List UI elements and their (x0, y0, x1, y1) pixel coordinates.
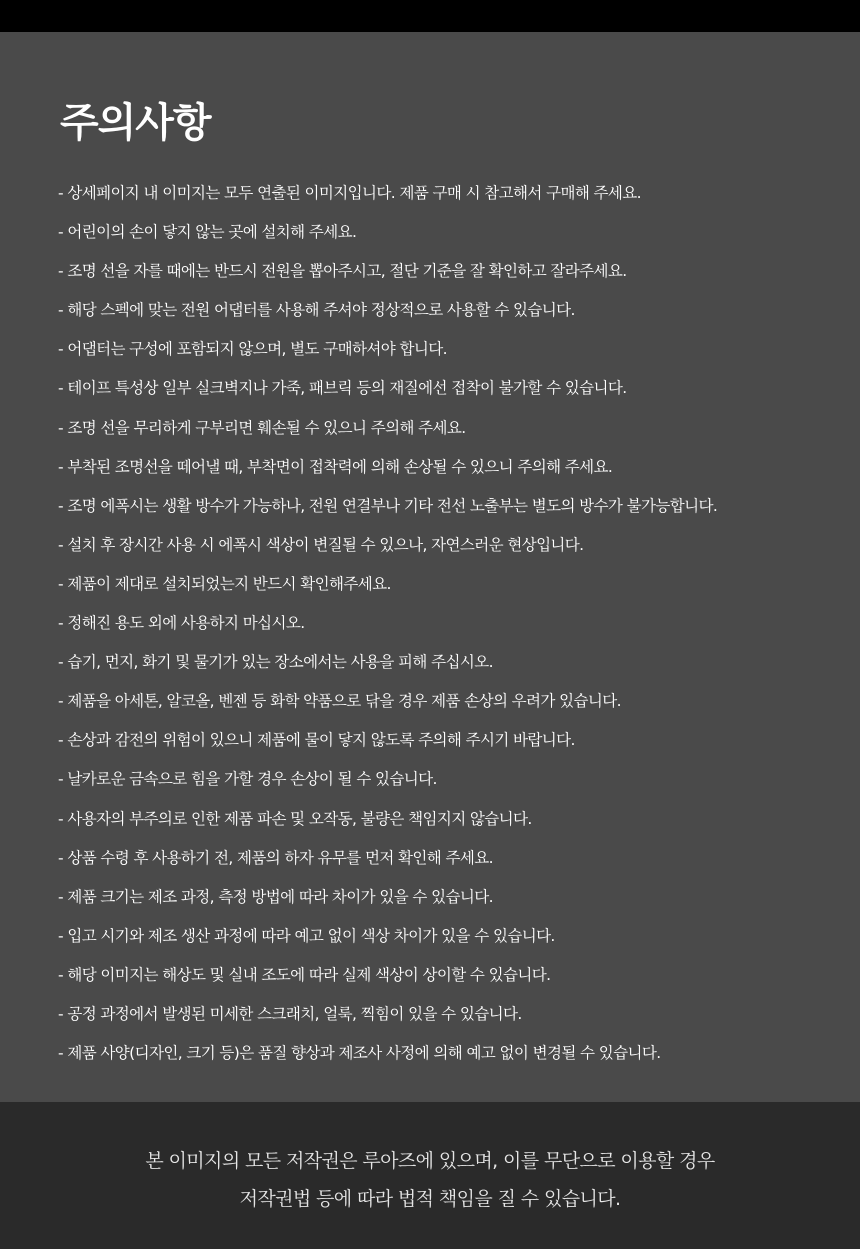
notice-item: - 날카로운 금속으로 힘을 가할 경우 손상이 될 수 있습니다. (58, 770, 437, 789)
notice-item: - 정해진 용도 외에 사용하지 마십시오. (58, 614, 305, 633)
notice-item: - 상품 수령 후 사용하기 전, 제품의 하자 유무를 먼저 확인해 주세요. (58, 848, 493, 867)
notice-item: - 입고 시기와 제조 생산 과정에 따라 예고 없이 색상 차이가 있을 수 있습니다. (58, 926, 555, 945)
notice-title: 주의사항 (60, 100, 211, 146)
copyright-line-2: 저작권법 등에 따라 법적 책임을 질 수 있습니다. (239, 1188, 621, 1210)
notice-item: - 해당 스펙에 맞는 전원 어댑터를 사용해 주셔야 정상적으로 사용할 수 있습니다. (58, 301, 575, 320)
notice-item: - 테이프 특성상 일부 실크벽지나 가죽, 패브릭 등의 재질에선 접착이 불가할 수 있습니다. (58, 379, 627, 398)
notice-item: - 제품 크기는 제조 과정, 측정 방법에 따라 차이가 있을 수 있습니다. (58, 887, 493, 906)
notice-item: - 공정 과정에서 발생된 미세한 스크래치, 얼룩, 찍힘이 있을 수 있습니다. (58, 1004, 522, 1023)
copyright-footer (0, 1102, 860, 1249)
notice-item: - 제품이 제대로 설치되었는지 반드시 확인해주세요. (58, 574, 391, 593)
notice-item: - 제품을 아세톤, 알코올, 벤젠 등 화학 약품으로 닦을 경우 제품 손상의 우려가 있습니다. (58, 692, 621, 711)
notice-item: - 손상과 감전의 위험이 있으니 제품에 물이 닿지 않도록 주의해 주시기 바랍니다. (58, 731, 575, 750)
copyright-line-1: 본 이미지의 모든 저작권은 루아즈에 있으며, 이를 무단으로 이용할 경우 (145, 1150, 715, 1172)
notice-item: - 조명 선을 자를 때에는 반드시 전원을 뽑아주시고, 절단 기준을 잘 확인하고 잘라주세요. (58, 262, 627, 281)
notice-item: - 조명 에폭시는 생활 방수가 가능하나, 전원 연결부나 기타 전선 노출부는 별도의 방수가 불가능합니다. (58, 496, 718, 515)
top-bar (0, 0, 860, 32)
notice-item: - 습기, 먼지, 화기 및 물기가 있는 장소에서는 사용을 피해 주십시오. (58, 653, 493, 672)
notice-item: - 제품 사양(디자인, 크기 등)은 품질 향상과 제조사 사정에 의해 예고 없이 변경될 수 있습니다. (58, 1044, 661, 1063)
notice-item: - 어댑터는 구성에 포함되지 않으며, 별도 구매하셔야 합니다. (58, 340, 447, 359)
notice-item: - 상세페이지 내 이미지는 모두 연출된 이미지입니다. 제품 구매 시 참고해서 구매해 주세요. (58, 184, 642, 202)
notice-item: - 사용자의 부주의로 인한 제품 파손 및 오작동, 불량은 책임지지 않습니다. (58, 809, 532, 828)
notice-item: - 부착된 조명선을 떼어낼 때, 부착면이 접착력에 의해 손상될 수 있으니 주의해 주세요. (58, 457, 613, 476)
notice-section (0, 32, 860, 1102)
notice-list (58, 174, 838, 1073)
notice-item: - 설치 후 장시간 사용 시 에폭시 색상이 변질될 수 있으나, 자연스러운 현상입니다. (58, 535, 584, 554)
notice-item: - 해당 이미지는 해상도 및 실내 조도에 따라 실제 색상이 상이할 수 있습니다. (58, 965, 551, 984)
notice-item: - 조명 선을 무리하게 구부리면 훼손될 수 있으니 주의해 주세요. (58, 418, 466, 437)
notice-item: - 어린이의 손이 닿지 않는 곳에 설치해 주세요. (58, 223, 357, 242)
